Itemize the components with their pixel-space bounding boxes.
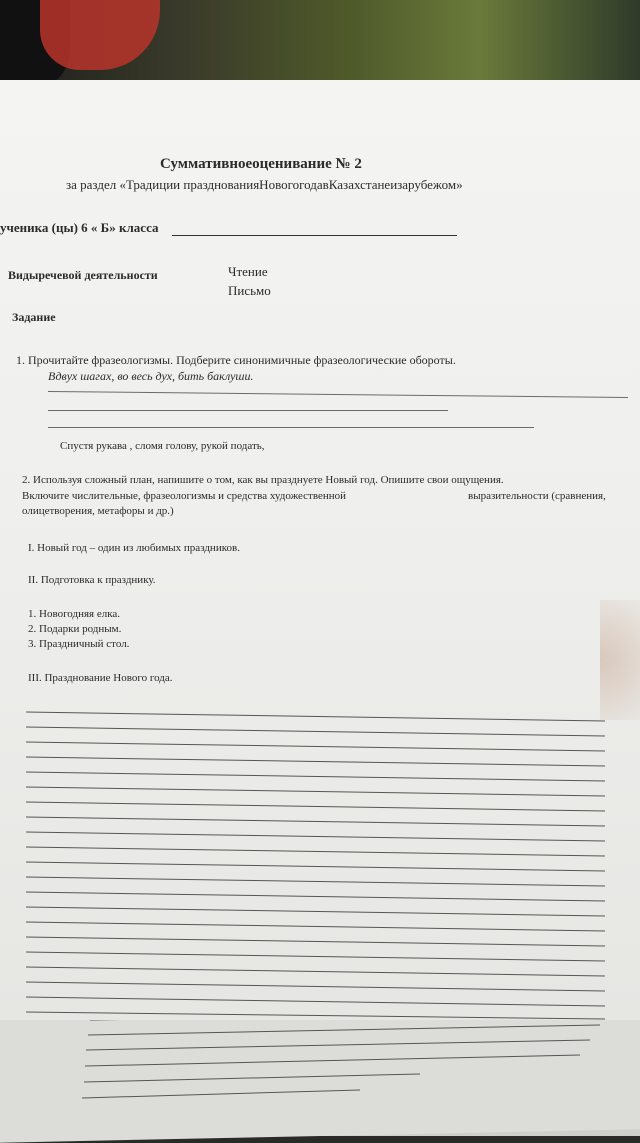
writing-lines[interactable] bbox=[0, 80, 640, 1020]
student-label: ученика (цы) 6 « Б» класса bbox=[0, 220, 159, 235]
plan-subitem-3: 3. Праздничный стол. bbox=[28, 638, 130, 650]
question-1-phrases: Вдвух шагах, во весь дух, бить баклуши. bbox=[48, 369, 254, 383]
activity-item-writing: Письмо bbox=[228, 283, 271, 298]
plan-item-2: II. Подготовка к празднику. bbox=[28, 574, 156, 586]
question-2-line-2a: Включите числительные, фразеологизмы и средства художественной bbox=[22, 490, 347, 502]
worksheet bbox=[0, 80, 640, 1020]
plan-item-1: I. Новый год – один из любимых праздников. bbox=[28, 542, 240, 554]
plan-subitem-1: 1. Новогодняя елка. bbox=[28, 608, 121, 620]
question-2-line-2b: выразительности (сравнения, bbox=[468, 490, 606, 502]
task-label: Задание bbox=[12, 310, 56, 324]
activity-item-reading: Чтение bbox=[228, 264, 268, 279]
question-2-line-1: 2. Используя сложный план, напишите о том, как вы празднуете Новый год. Опишите свои ощущения. bbox=[22, 474, 504, 486]
question-1-given-phrases: Спустя рукава , сломя голову, рукой подать, bbox=[60, 440, 265, 452]
plan-subitem-2: 2. Подарки родным. bbox=[28, 623, 122, 635]
page-title: Суммативноеоценивание № 2 bbox=[160, 156, 362, 172]
page-subtitle: за раздел «Традиции празднованияНовогогодавКазахстанеизарубежом» bbox=[66, 177, 463, 192]
question-1-text: 1. Прочитайте фразеологизмы. Подберите синонимичные фразеологические обороты. bbox=[16, 353, 456, 367]
plan-item-3: III. Празднование Нового года. bbox=[28, 672, 173, 684]
question-2-line-3: олицетворения, метафоры и др.) bbox=[22, 505, 174, 517]
activity-label: Видыречевой деятельности bbox=[8, 268, 158, 282]
